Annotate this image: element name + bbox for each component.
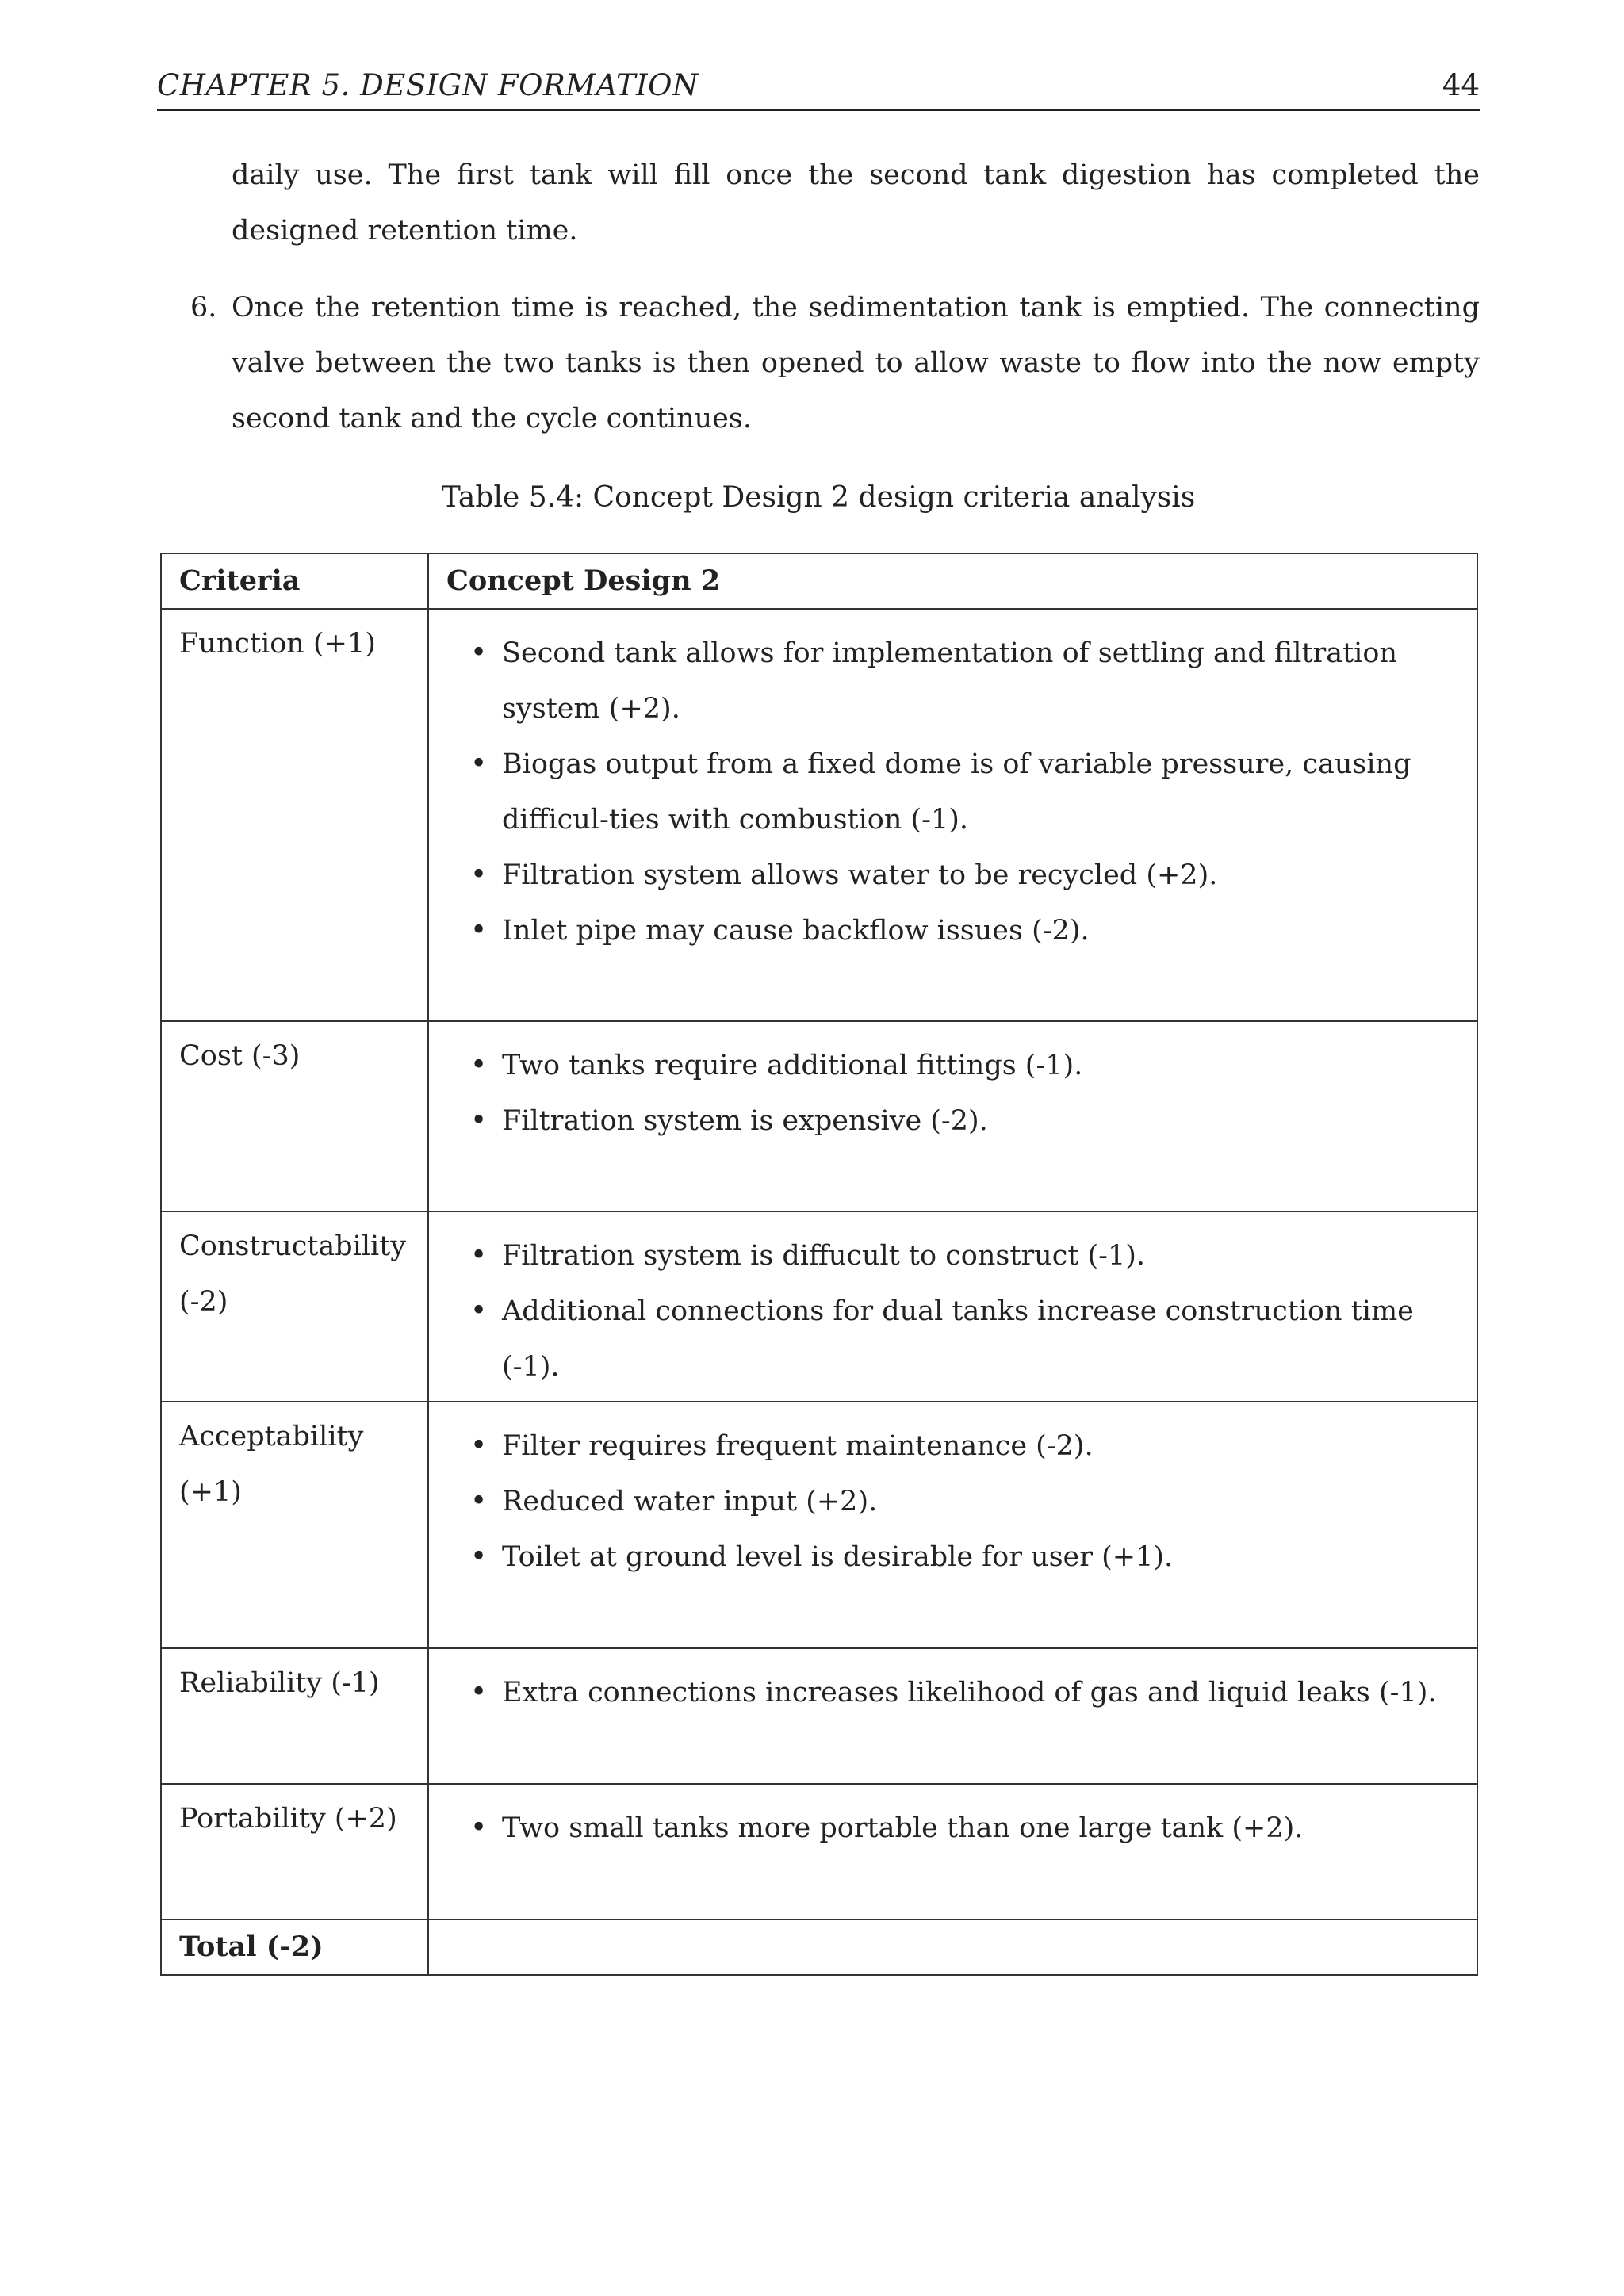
- table-row: [161, 609, 1477, 1021]
- list-item-number: 6.: [190, 292, 217, 323]
- table-row: [161, 1784, 1477, 1919]
- analysis-cell: [428, 1021, 1477, 1211]
- analysis-item: • Additional connections for dual tanks increase construction time (-1).: [502, 1284, 1461, 1395]
- table-header-row: [161, 553, 1477, 609]
- analysis-cell: [428, 1648, 1477, 1784]
- table-row: [161, 1402, 1477, 1648]
- criteria-table: [160, 553, 1478, 1976]
- analysis-item: • Extra connections increases likelihood of gas and liquid leaks (-1).: [502, 1665, 1461, 1720]
- column-header-concept: Concept Design 2: [428, 553, 1477, 609]
- criterion-cell: Function (+1): [161, 609, 428, 1021]
- total-row: [161, 1919, 1477, 1975]
- running-header: [157, 62, 1480, 111]
- analysis-item: • Second tank allows for implementation of settling and filtration system (+2).: [502, 626, 1461, 737]
- analysis-cell: [428, 1402, 1477, 1648]
- analysis-cell: [428, 1211, 1477, 1402]
- analysis-item: • Filtration system is diffucult to construct (-1).: [502, 1228, 1461, 1284]
- total-label-cell: Total (-2): [161, 1919, 428, 1975]
- analysis-item: • Filtration system is expensive (-2).: [502, 1093, 1461, 1149]
- analysis-item: • Toilet at ground level is desirable for user (+1).: [502, 1529, 1461, 1585]
- continued-paragraph: daily use. The first tank will fill once the second tank digestion has completed the designed retention time.: [232, 159, 1480, 247]
- criterion-cell: Constructability (-2): [161, 1211, 428, 1402]
- analysis-item: • Two tanks require additional fittings (-1).: [502, 1038, 1461, 1093]
- analysis-item: • Two small tanks more portable than one large tank (+2).: [502, 1800, 1461, 1856]
- table-caption: Table 5.4: Concept Design 2 design criteria analysis: [441, 481, 1196, 514]
- column-header-criteria: Criteria: [161, 553, 428, 609]
- table-row: [161, 1211, 1477, 1402]
- criterion-cell: Portability (+2): [161, 1784, 428, 1919]
- list-item-text: Once the retention time is reached, the sedimentation tank is emptied. The connecting valve between the two tanks is then opened to allow waste to flow into the now empty second tank and the cycle continues.: [232, 292, 1480, 434]
- table-row: [161, 1021, 1477, 1211]
- criterion-cell: Reliability (-1): [161, 1648, 428, 1784]
- analysis-cell: [428, 609, 1477, 1021]
- analysis-cell: [428, 1784, 1477, 1919]
- page-number: 44: [1442, 68, 1480, 102]
- chapter-title: CHAPTER 5. DESIGN FORMATION: [157, 68, 699, 102]
- analysis-item: • Inlet pipe may cause backflow issues (-2).: [502, 903, 1461, 959]
- criterion-cell: Acceptability (+1): [161, 1402, 428, 1648]
- criterion-cell: Cost (-3): [161, 1021, 428, 1211]
- total-empty-cell: [428, 1919, 1477, 1975]
- analysis-item: • Filter requires frequent maintenance (-2).: [502, 1418, 1461, 1474]
- analysis-item: • Filtration system allows water to be recycled (+2).: [502, 848, 1461, 903]
- analysis-item: • Reduced water input (+2).: [502, 1474, 1461, 1529]
- table-row: [161, 1648, 1477, 1784]
- analysis-item: • Biogas output from a fixed dome is of variable pressure, causing difficul-ties with combustion (-1).: [502, 737, 1461, 848]
